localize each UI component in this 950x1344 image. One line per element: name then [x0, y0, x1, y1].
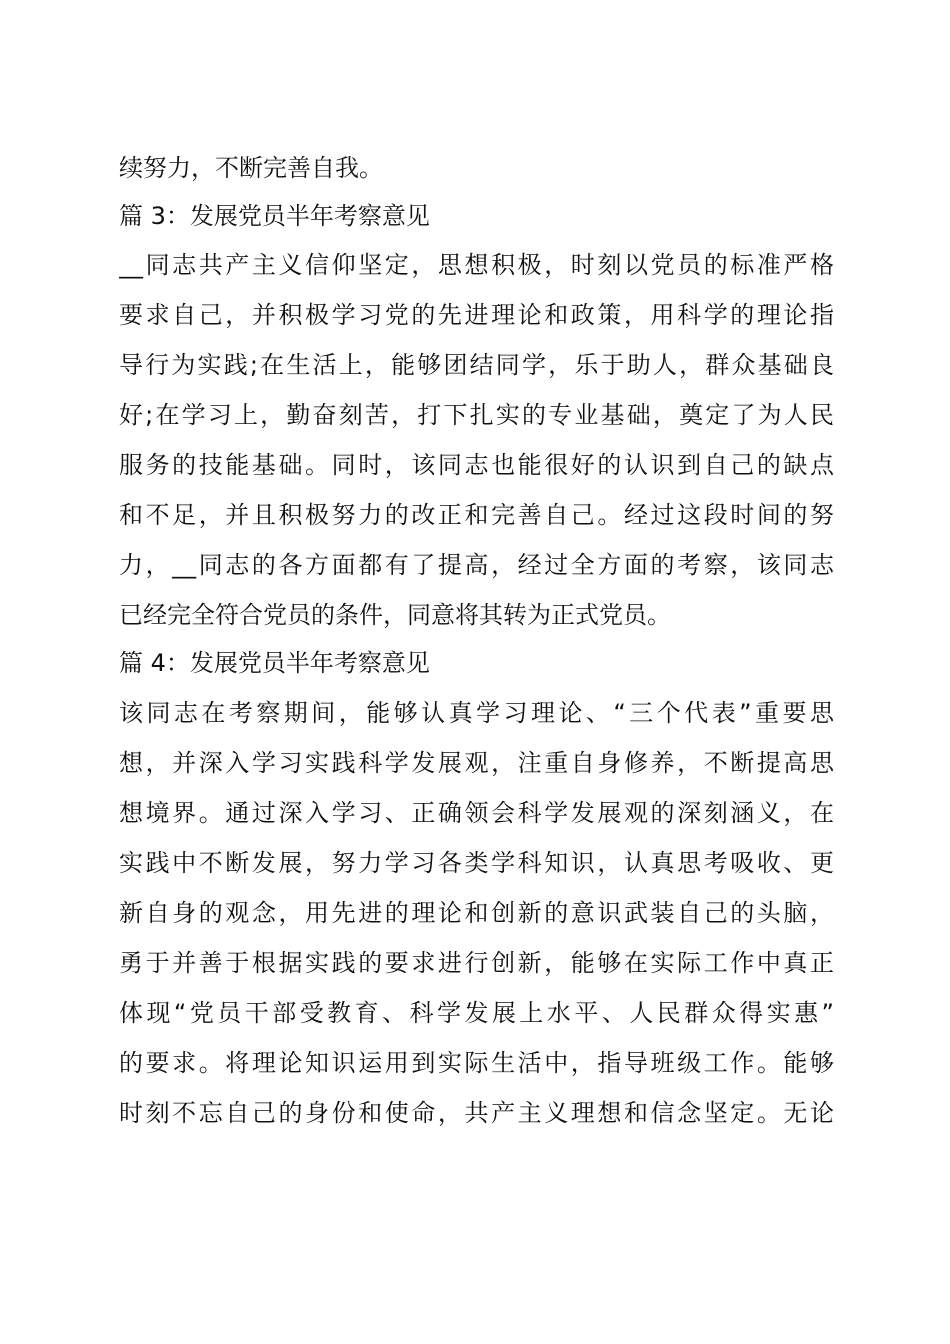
text-line: 勇于并善于根据实践的要求进行创新，能够在实际工作中真正 [119, 949, 834, 977]
text-line: 导行为实践;在生活上，能够团结同学，乐于助人，群众基础良 [119, 351, 834, 379]
text-line: 好;在学习上，勤奋刻苦，打下扎实的专业基础，奠定了为人民 [119, 401, 834, 429]
text-line: 力，__同志的各方面都有了提高，经过全方面的考察，该同志 [119, 551, 834, 579]
text-line: 想境界。通过深入学习、正确领会科学发展观的深刻涵义，在 [119, 799, 834, 827]
text-line: 新自身的观念，用先进的理论和创新的意识武装自己的头脑， [119, 899, 834, 927]
text-line: 续努力，不断完善自我。 [119, 154, 383, 182]
text-line: 要求自己，并积极学习党的先进理论和政策，用科学的理论指 [119, 301, 834, 329]
text-line: 的要求。将理论知识运用到实际生活中，指导班级工作。能够 [119, 1049, 834, 1077]
text-line: 服务的技能基础。同时，该同志也能很好的认识到自己的缺点 [119, 451, 834, 479]
text-line: 已经完全符合党员的条件，同意将其转为正式党员。 [119, 601, 671, 629]
text-line: __同志共产主义信仰坚定，思想积极，时刻以党员的标准严格 [119, 251, 834, 279]
text-line: 实践中不断发展，努力学习各类学科知识，认真思考吸收、更 [119, 849, 834, 877]
section-heading-4: 篇 4：发展党员半年考察意见 [119, 649, 430, 677]
text-line: 和不足，并且积极努力的改正和完善自己。经过这段时间的努 [119, 501, 834, 529]
text-line: 时刻不忘自己的身份和使命，共产主义理想和信念坚定。无论 [119, 1099, 834, 1127]
text-line: 体现“党员干部受教育、科学发展上水平、人民群众得实惠” [119, 999, 834, 1027]
section-heading-3: 篇 3：发展党员半年考察意见 [119, 202, 430, 230]
text-line: 想，并深入学习实践科学发展观，注重自身修养，不断提高思 [119, 749, 834, 777]
text-line: 该同志在考察期间，能够认真学习理论、“三个代表”重要思 [119, 699, 834, 727]
